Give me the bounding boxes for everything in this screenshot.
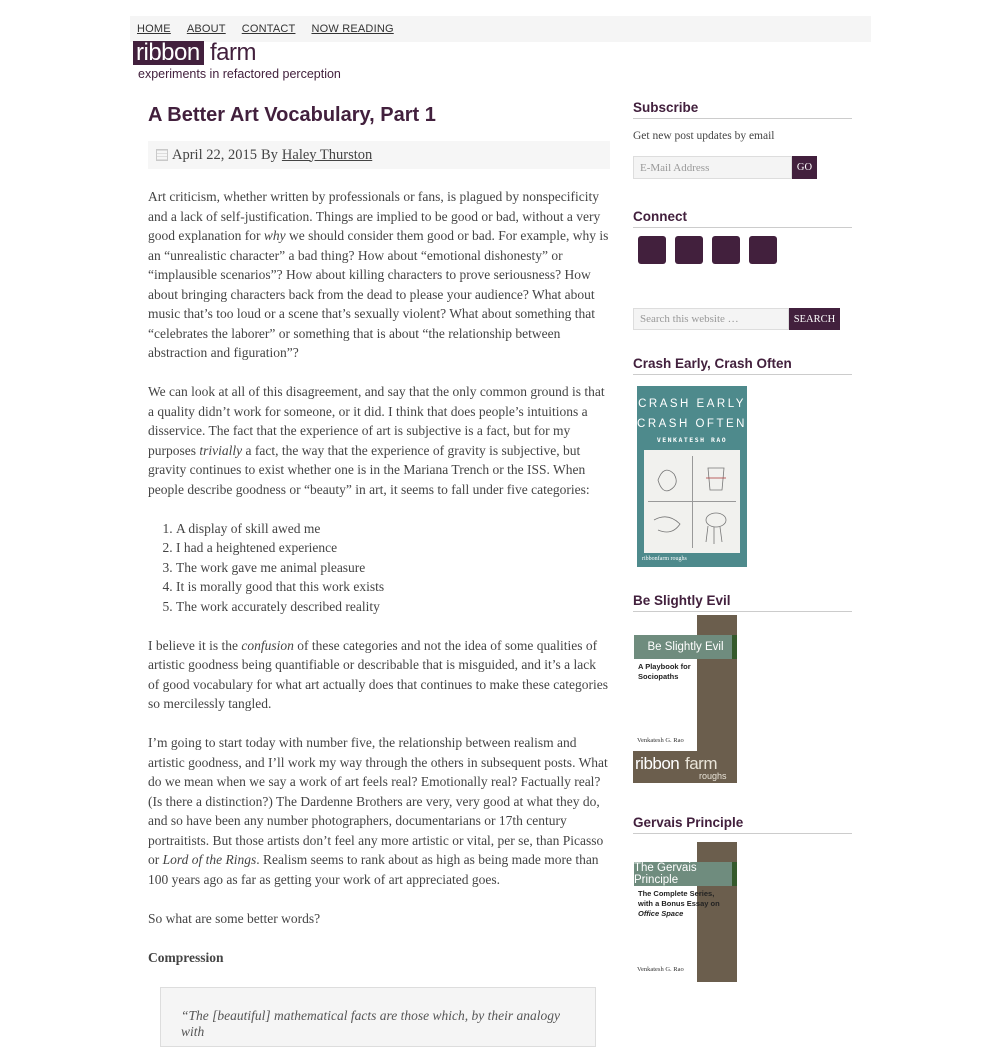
connect-widget — [633, 209, 852, 264]
list-item: 2. I had a heightened experience — [176, 538, 610, 558]
evil-book-author: Venkatesh G. Rao — [637, 737, 684, 744]
nav-contact[interactable]: CONTACT — [241, 23, 296, 35]
paragraph-2: We can look at all of this disagreement, and say that the only common ground is that a quality didn’t work for someone, or it did. I think that does people’s intuitions a disservice. The fact that the experience of art is subjective is a fact, but for my purposes trivially a fact, the way that the experience of gravity is subjective, but gravity continues to exist whether one is in the Mariana Trench or the ISS. When people describe goodness or “beauty” in art, it seems to fall under five categories: — [148, 384, 605, 497]
subscribe-widget — [633, 100, 852, 179]
subscribe-go-button[interactable]: GO — [792, 156, 817, 179]
subscribe-text: Get new post updates by email — [633, 130, 775, 142]
gervais-title: Gervais Principle — [633, 815, 852, 834]
search-button[interactable]: SEARCH — [789, 308, 840, 330]
logo-ribbon: ribbon — [133, 41, 204, 65]
social-icons — [633, 236, 852, 264]
be-slightly-evil-book-cover[interactable] — [633, 615, 737, 783]
page-header — [130, 16, 871, 81]
crash-title: Crash Early, Crash Often — [633, 356, 852, 375]
calendar-icon — [156, 149, 168, 161]
social-icon[interactable] — [712, 236, 740, 264]
search-input[interactable]: Search this website … — [633, 308, 789, 330]
post-meta — [148, 141, 610, 169]
site-tagline: experiments in refactored perception — [138, 67, 341, 81]
evil-title: Be Slightly Evil — [633, 593, 852, 612]
gervais-book-subtitle: The Complete Series, with a Bonus Essay on Office Space — [638, 889, 720, 918]
post-by: By — [260, 146, 278, 163]
blockquote: “The [beautiful] mathematical facts are those which, by their analogy with — [160, 987, 596, 1047]
social-icon[interactable] — [638, 236, 666, 264]
crash-early-book-cover[interactable] — [637, 386, 747, 567]
paragraph-3: I believe it is the confusion of these categories and not the idea of some qualities of artistic goodness being quantifiable or describable that is misguided, and it’s a lack of good vocabulary for what art actually does that continues to make these categories so mercilessly tangled. — [148, 637, 608, 711]
post-author-link[interactable]: Haley Thurston — [281, 146, 373, 163]
social-icon[interactable] — [749, 236, 777, 264]
crash-book-author: VENKATESH RAO — [656, 436, 728, 444]
evil-widget — [633, 593, 852, 783]
crash-book-publisher: ribbonfarm roughs — [642, 556, 687, 562]
section-heading: Compression — [148, 949, 224, 965]
nav-home[interactable]: HOME — [137, 23, 171, 35]
categories-list — [148, 519, 610, 617]
paragraph-5: So what are some better words? — [148, 910, 321, 926]
gervais-principle-book-cover[interactable] — [633, 842, 737, 982]
search-form — [633, 308, 852, 330]
paragraph-4: I’m going to start today with number five, the relationship between realism and artistic goodness, and I’ll work my way through the others in subsequent posts. What do we mean when we say a work of art feels real? Emotionally real? Factually real? (Is there a distinction?) The Dardenne Brothers are very, very good at what they do, and so have been any number photographers, documentarians or 17th century portraitists. But those artists don’t feel any more artistic or vital, per se, than Picasso or Lord of the Rings. Realism seems to rank about as high as being made more than 100 years ago as far as getting your work of art appreciated goes. — [148, 735, 608, 887]
gervais-widget — [633, 815, 852, 982]
post-title[interactable]: A Better Art Vocabulary, Part 1 — [148, 104, 436, 126]
logo-farm: farm — [210, 39, 256, 66]
email-field[interactable]: E-Mail Address — [633, 156, 792, 179]
post-date: April 22, 2015 — [172, 146, 257, 163]
connect-title: Connect — [633, 209, 852, 228]
crash-book-line2: CRASH OFTEN — [637, 418, 747, 430]
nav-about[interactable]: ABOUT — [186, 23, 226, 35]
sidebar — [633, 100, 852, 982]
subscribe-form — [633, 156, 852, 179]
crash-book-line1: CRASH EARLY — [638, 398, 746, 410]
evil-book-title: Be Slightly Evil — [634, 635, 737, 659]
list-item: 5. The work accurately described reality — [176, 597, 610, 617]
crash-widget — [633, 356, 852, 567]
paragraph-1: Art criticism, whether written by professionals or fans, is plagued by nonspecificity and a lack of self-justification. Things are implied to be good or bad, without a very good explanation for why we should consider them good or bad. For example, why is an “unrealistic character” a bad thing? How about “emotional dishonesty” or “implausible scenarios”? How about killing characters to prove seriousness? How about bringing characters back from the dead to please your audience? What about music that’s too loud or a scene that’s sexually violent? What about something that “celebrates the laborer” or something that is about “the relationship between abstraction and figuration”? — [148, 189, 609, 360]
list-item: 4. It is morally good that this work exists — [176, 577, 610, 597]
article — [148, 100, 610, 1047]
ribbonfarm-roughs-logo: ribbon farm roughs — [633, 751, 737, 783]
list-item: 3. The work gave me animal pleasure — [176, 558, 610, 578]
subscribe-title: Subscribe — [633, 100, 852, 119]
gervais-book-author: Venkatesh G. Rao — [637, 966, 684, 973]
social-icon[interactable] — [675, 236, 703, 264]
sketch-grid-image — [644, 450, 740, 553]
list-item: 1. A display of skill awed me — [176, 519, 610, 539]
site-logo[interactable] — [133, 41, 373, 81]
evil-book-subtitle: A Playbook for Sociopaths — [638, 662, 691, 681]
gervais-book-title: The Gervais Principle — [634, 862, 737, 886]
sketch-illustrations — [644, 450, 740, 553]
nav-now-reading[interactable]: NOW READING — [311, 23, 394, 35]
